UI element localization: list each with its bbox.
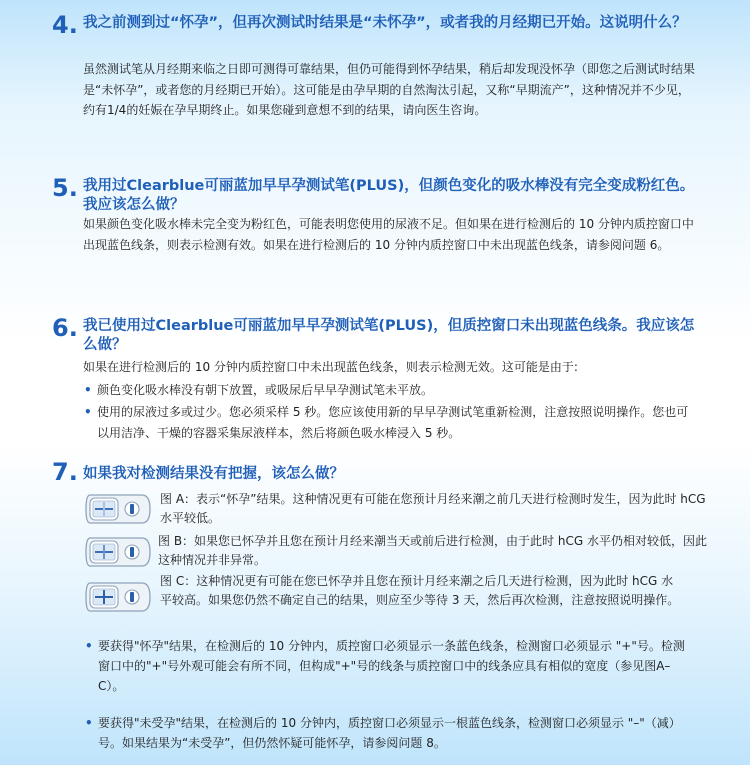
question-title: 我已使用过Clearblue可丽蓝加早早孕测试笔(PLUS)，但质控窗口未出现蓝色线条。我应该怎么做？ [83, 318, 695, 353]
test-stick-figure-b [84, 535, 152, 569]
list-item: • 要获得"未受孕"结果，在检测后的 10 分钟内，质控窗口必须显示一根蓝色线条，检测窗口必须显示 "–"（减）号。如果结果为“未受孕”，但仍然怀疑可能怀孕，请参阅问题 8。 [84, 713, 696, 753]
test-stick-figure-a [84, 492, 152, 526]
figure-b-caption: 图 B：如果您已怀孕并且您在预计月经来潮当天或前后进行检测，由于此时 hCG 水平仍相对较低，因此这种情况并非异常。 [158, 534, 707, 567]
answer-intro: 如果在进行检测后的 10 分钟内质控窗口中未出现蓝色线条，则表示检测无效。这可能是由于: [83, 360, 578, 374]
question-number: 5. [52, 174, 78, 202]
figure-a-caption: 图 A：表示“怀孕”结果。这种情况更有可能在您预计月经来潮之前几天进行检测时发生，因为此时 hCG 水平较低。 [160, 492, 706, 525]
question-title: 我用过Clearblue可丽蓝加早早孕测试笔(PLUS)，但颜色变化的吸水棒没有完全变成粉红色。我应该怎么做？ [83, 178, 695, 213]
list-item: • 要获得"怀孕"结果，在检测后的 10 分钟内，质控窗口必须显示一条蓝色线条，检测窗口必须显示 "+"号。检测窗口中的"+"号外观可能会有所不同，但构成"+"号的线条与质控窗口中的线条应具有相似的宽度（参见图A–C）。 [84, 636, 696, 696]
answer-text [83, 357, 695, 443]
figure-c-caption: 图 C：这种情况更有可能在您已怀孕并且您在预计月经来潮之后几天进行检测，因为此时 hCG 水平较高。如果您仍然不确定自己的结果，则应至少等待 3 天，然后再次检测，注意按照说明操作。 [160, 574, 680, 607]
question-number: 7. [52, 458, 78, 486]
question-number: 4. [52, 11, 78, 39]
question-number: 6. [52, 314, 78, 342]
answer-text: 虽然测试笔从月经期来临之日即可测得可靠结果，但仍可能得到怀孕结果，稍后却发现没怀孕（即您之后测试时结果是“未怀孕”，或者您的月经期已开始）。这可能是由孕早期的自然淘汰引起，又称“早期流产”，这种情况并不少见，约有1/4的妊娠在孕早期终止。如果您碰到意想不到的结果，请向医生咨询。 [83, 62, 696, 117]
answer-text: 如果颜色变化吸水棒未完全变为粉红色，可能表明您使用的尿液不足。但如果在进行检测后的 10 分钟内质控窗口中出现蓝色线条，则表示检测有效。如果在进行检测后的 10 分钟内质控窗口中未出现蓝色线条，请参阅问题 6。 [83, 217, 694, 252]
result-bullet-negative [84, 713, 696, 753]
test-stick-figure-c [84, 580, 152, 614]
list-item: • 颜色变化吸水棒没有朝下放置，或吸尿后早早孕测试笔未平放。 [83, 380, 695, 401]
list-item: • 使用的尿液过多或过少。您必须采样 5 秒。您应该使用新的早早孕测试笔重新检测，注意按照说明操作。您也可以用洁净、干燥的容器采集尿液样本，然后将颜色吸水棒浸入 5 秒。 [83, 402, 695, 443]
question-title: 我之前测到过“怀孕”，但再次测试时结果是“未怀孕”，或者我的月经期已开始。这说明什么？ [83, 15, 687, 31]
question-title: 如果我对检测结果没有把握，该怎么做？ [83, 466, 344, 482]
result-bullet-positive [84, 636, 696, 696]
